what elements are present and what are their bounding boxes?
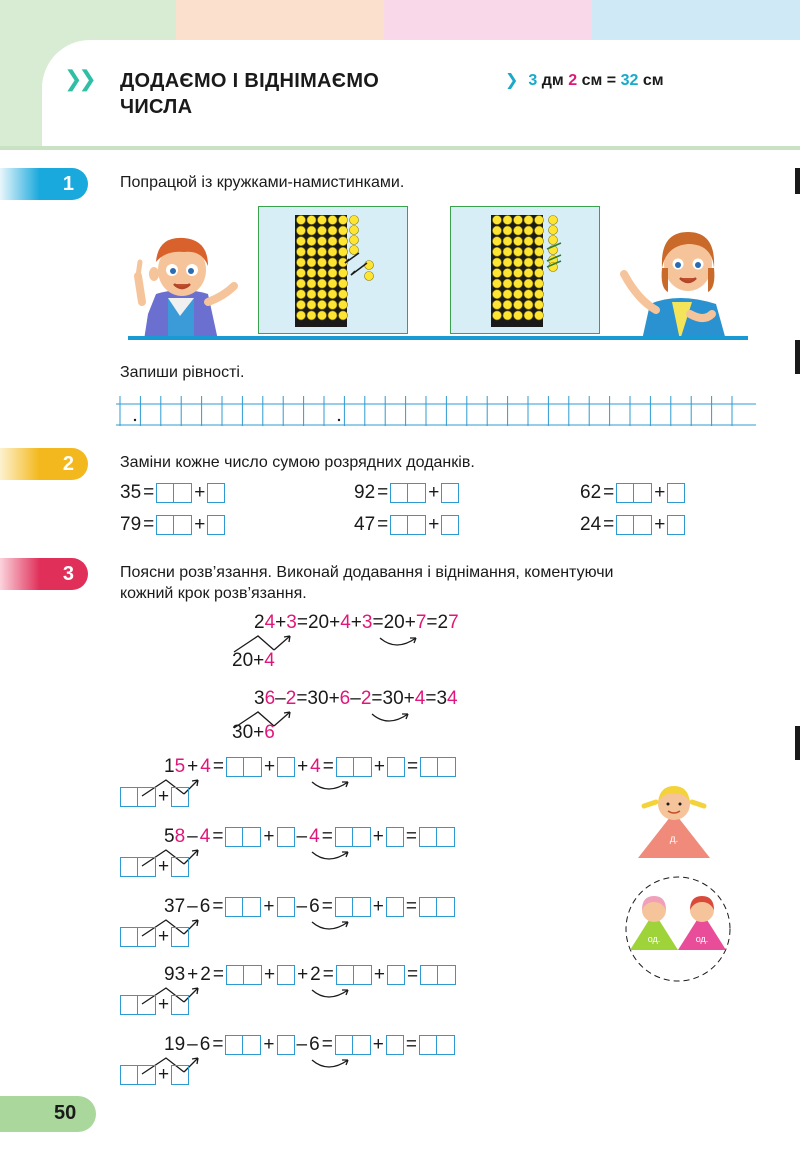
bead	[339, 290, 348, 299]
answer-box[interactable]	[336, 757, 354, 777]
exercise-row: 1 9 – 6 = + – 6 = + =	[164, 1034, 455, 1056]
place-value-item: 92 = +	[354, 482, 459, 504]
number: 79	[120, 514, 142, 535]
answer-box[interactable]	[171, 787, 189, 807]
answer-box[interactable]	[353, 897, 371, 917]
topic-equation: ❯ 3 дм 2 см = 32 см	[505, 72, 664, 89]
answer-box[interactable]	[120, 857, 138, 877]
answer-box[interactable]	[138, 787, 156, 807]
bead	[524, 279, 533, 288]
edge-mark	[795, 726, 800, 760]
bead	[350, 226, 359, 235]
answer-box[interactable]	[634, 483, 652, 503]
bead	[535, 226, 544, 235]
bead	[524, 269, 533, 278]
bead	[524, 311, 533, 320]
bead	[514, 269, 523, 278]
bead	[297, 290, 306, 299]
answer-box[interactable]	[616, 483, 634, 503]
bead	[328, 269, 337, 278]
bead	[514, 247, 523, 256]
bead-frame-1	[258, 206, 408, 334]
answer-box[interactable]	[138, 857, 156, 877]
answer-box[interactable]	[441, 483, 459, 503]
page-number: 50	[54, 1102, 77, 1124]
bead	[524, 226, 533, 235]
bead	[503, 300, 512, 309]
bead	[328, 247, 337, 256]
number: 62	[580, 482, 602, 503]
bead	[514, 216, 523, 225]
bead	[493, 290, 502, 299]
header-strip-pink	[384, 0, 592, 40]
place-value-item: 79 = +	[120, 514, 225, 536]
bead	[318, 216, 327, 225]
bead	[297, 269, 306, 278]
bead	[503, 290, 512, 299]
example-2: 36–2=30+6–2=30+4=34	[254, 688, 458, 709]
answer-box[interactable]	[667, 483, 685, 503]
bead	[549, 226, 558, 235]
answer-box[interactable]	[390, 515, 408, 535]
example-2-split-arrows	[230, 706, 530, 730]
bead	[297, 247, 306, 256]
bead	[307, 290, 316, 299]
bead	[328, 226, 337, 235]
bead	[524, 290, 533, 299]
bead	[535, 247, 544, 256]
bead	[503, 258, 512, 267]
answer-box[interactable]	[226, 757, 244, 777]
bead	[503, 226, 512, 235]
bead	[318, 279, 327, 288]
task-3-instruction: Поясни розв’язання. Виконай додавання і віднімання, коментуючи кожний крок розв’язання.	[120, 564, 614, 602]
number: 24	[580, 514, 602, 535]
bead	[328, 258, 337, 267]
answer-box[interactable]	[225, 827, 243, 847]
bead	[524, 300, 533, 309]
bead	[514, 258, 523, 267]
bead	[493, 269, 502, 278]
decomposition-row: +	[120, 994, 189, 1016]
answer-box[interactable]	[420, 965, 438, 985]
answer-box[interactable]	[138, 927, 156, 947]
bead	[549, 236, 558, 245]
edge-mark	[795, 168, 800, 194]
bead	[535, 216, 544, 225]
answer-box[interactable]	[387, 757, 405, 777]
bead	[318, 269, 327, 278]
bead	[339, 226, 348, 235]
answer-box[interactable]	[420, 757, 438, 777]
answer-box[interactable]	[408, 515, 426, 535]
bead	[535, 290, 544, 299]
bead	[307, 279, 316, 288]
answer-box[interactable]	[138, 995, 156, 1015]
answer-box[interactable]	[120, 995, 138, 1015]
number: 47	[354, 514, 376, 535]
header-strip-peach	[176, 0, 384, 40]
bead	[503, 216, 512, 225]
bead	[297, 300, 306, 309]
answer-box[interactable]	[243, 897, 261, 917]
page-number-band	[0, 1096, 96, 1132]
answer-box[interactable]	[408, 483, 426, 503]
bead	[328, 216, 337, 225]
bead	[350, 216, 359, 225]
decomposition-row: +	[120, 1064, 189, 1086]
answer-box[interactable]	[171, 857, 189, 877]
bead	[493, 258, 502, 267]
bead	[297, 279, 306, 288]
bead	[524, 247, 533, 256]
bead	[365, 261, 374, 270]
answer-box[interactable]	[419, 1035, 437, 1055]
bead	[535, 237, 544, 246]
bead	[307, 226, 316, 235]
bead	[297, 226, 306, 235]
bead	[318, 290, 327, 299]
exercise-row: 5 8 – 4 = + – 4 = + =	[164, 826, 455, 848]
answer-box[interactable]	[437, 897, 455, 917]
answer-box[interactable]	[171, 995, 189, 1015]
bead	[493, 311, 502, 320]
answer-box[interactable]	[244, 757, 262, 777]
bead	[307, 247, 316, 256]
bead	[503, 247, 512, 256]
floor-line	[128, 336, 748, 340]
ones-label-1: од.	[647, 934, 661, 944]
bead	[318, 300, 327, 309]
bead	[535, 269, 544, 278]
bead	[493, 226, 502, 235]
answer-box[interactable]	[138, 1065, 156, 1085]
answer-box[interactable]	[386, 1035, 404, 1055]
task-3-tab: 3	[0, 558, 88, 590]
bead	[307, 311, 316, 320]
answer-box[interactable]	[335, 827, 353, 847]
bead-frame-2	[450, 206, 600, 334]
answer-box[interactable]	[174, 515, 192, 535]
task-1-tab: 1	[0, 168, 88, 200]
bead	[503, 279, 512, 288]
bead	[297, 258, 306, 267]
answer-box[interactable]	[419, 897, 437, 917]
bead	[535, 279, 544, 288]
bead	[503, 269, 512, 278]
bead	[328, 311, 337, 320]
bead	[328, 300, 337, 309]
bead	[297, 216, 306, 225]
answer-box[interactable]	[616, 515, 634, 535]
place-value-item: 62 = +	[580, 482, 685, 504]
header-strip-green	[0, 0, 176, 40]
bead	[514, 300, 523, 309]
answer-box[interactable]	[438, 757, 456, 777]
bead	[307, 216, 316, 225]
number: 92	[354, 482, 376, 503]
bead	[318, 258, 327, 267]
bead	[514, 290, 523, 299]
bead	[297, 237, 306, 246]
answer-box[interactable]	[667, 515, 685, 535]
chevron-right-icon: ❯	[505, 72, 519, 89]
answer-box[interactable]	[174, 483, 192, 503]
bead	[503, 311, 512, 320]
task-2-tab: 2	[0, 448, 88, 480]
answer-grid[interactable]	[116, 396, 756, 426]
answer-box[interactable]	[120, 927, 138, 947]
bead	[297, 311, 306, 320]
answer-box[interactable]	[277, 897, 295, 917]
answer-box[interactable]	[156, 515, 174, 535]
bead	[339, 247, 348, 256]
answer-box[interactable]	[335, 897, 353, 917]
answer-box[interactable]	[386, 897, 404, 917]
answer-box[interactable]	[336, 965, 354, 985]
task-2-instruction: Заміни кожне число сумою розрядних доданків.	[120, 454, 475, 471]
bead	[350, 246, 359, 255]
bead	[339, 269, 348, 278]
bead	[524, 258, 533, 267]
double-chevron-icon: ❯❯	[64, 66, 93, 91]
bead	[350, 236, 359, 245]
answer-box[interactable]	[353, 827, 371, 847]
ones-figures	[620, 874, 736, 984]
exercise-row: 3 7 – 6 = + – 6 = + =	[164, 896, 455, 918]
answer-box[interactable]	[171, 1065, 189, 1085]
place-value-item: 47 = +	[354, 514, 459, 536]
bead	[318, 226, 327, 235]
bead	[524, 237, 533, 246]
answer-box[interactable]	[441, 515, 459, 535]
answer-box[interactable]	[120, 1065, 138, 1085]
place-value-item: 24 = +	[580, 514, 685, 536]
answer-box[interactable]	[634, 515, 652, 535]
page-title: ДОДАЄМО І ВІДНІМАЄМО ЧИСЛА	[120, 70, 380, 118]
answer-box[interactable]	[120, 787, 138, 807]
answer-box[interactable]	[244, 965, 262, 985]
example-1-split-arrows	[230, 630, 530, 654]
answer-box[interactable]	[419, 827, 437, 847]
tens-figure	[632, 782, 716, 860]
bead	[493, 237, 502, 246]
bead	[514, 226, 523, 235]
bead	[339, 279, 348, 288]
example-1: 24+3=20+4+3=20+7=27	[254, 612, 459, 633]
answer-box[interactable]	[171, 927, 189, 947]
bead	[339, 311, 348, 320]
task-1-write: Запиши рівності.	[120, 364, 245, 381]
answer-box[interactable]	[354, 757, 372, 777]
bead	[514, 311, 523, 320]
edge-mark	[795, 340, 800, 374]
answer-box[interactable]	[207, 483, 225, 503]
bead	[493, 279, 502, 288]
exercise-row: 9 3 + 2 = + + 2 = + =	[164, 964, 456, 986]
bead	[328, 290, 337, 299]
answer-box[interactable]	[226, 965, 244, 985]
exercise-row: 1 5 + 4 = + + 4 = + =	[164, 756, 456, 778]
bead	[493, 216, 502, 225]
boy-illustration	[128, 222, 240, 340]
answer-box[interactable]	[207, 515, 225, 535]
bead	[493, 247, 502, 256]
tens-label: д.	[669, 834, 679, 845]
bead	[514, 279, 523, 288]
bead	[307, 300, 316, 309]
bead	[318, 311, 327, 320]
bead	[365, 272, 374, 281]
bead	[339, 237, 348, 246]
place-value-item: 35 = +	[120, 482, 225, 504]
answer-box[interactable]	[335, 1035, 353, 1055]
number: 35	[120, 482, 142, 503]
answer-box[interactable]	[353, 1035, 371, 1055]
answer-box[interactable]	[277, 1035, 295, 1055]
answer-box[interactable]	[243, 1035, 261, 1055]
answer-box[interactable]	[437, 827, 455, 847]
decomposition-row: +	[120, 926, 189, 948]
bead	[318, 247, 327, 256]
girl-illustration	[620, 218, 740, 340]
header-divider	[0, 146, 800, 150]
bead	[524, 216, 533, 225]
answer-box[interactable]	[277, 757, 295, 777]
answer-box[interactable]	[277, 965, 295, 985]
bead	[493, 300, 502, 309]
answer-box[interactable]	[243, 827, 261, 847]
bead	[535, 300, 544, 309]
bead	[307, 269, 316, 278]
decomposition-row: +	[120, 786, 189, 808]
answer-box[interactable]	[386, 827, 404, 847]
task-1-instruction: Попрацюй із кружками-намистинками.	[120, 174, 405, 191]
example-1-decomposition: 20+4	[232, 650, 275, 671]
answer-box[interactable]	[225, 1035, 243, 1055]
bead	[328, 279, 337, 288]
bead	[318, 237, 327, 246]
bead	[307, 258, 316, 267]
answer-box[interactable]	[387, 965, 405, 985]
answer-box[interactable]	[225, 897, 243, 917]
bead	[535, 311, 544, 320]
bead	[514, 237, 523, 246]
answer-box[interactable]	[437, 1035, 455, 1055]
bead	[328, 237, 337, 246]
example-2-decomposition: 30+6	[232, 722, 275, 743]
answer-box[interactable]	[390, 483, 408, 503]
bead	[535, 258, 544, 267]
header-strip-blue	[592, 0, 800, 40]
bead	[339, 300, 348, 309]
bead	[339, 216, 348, 225]
answer-box[interactable]	[438, 965, 456, 985]
answer-box[interactable]	[354, 965, 372, 985]
bead	[503, 237, 512, 246]
bead	[307, 237, 316, 246]
answer-box[interactable]	[277, 827, 295, 847]
answer-box[interactable]	[156, 483, 174, 503]
ones-label-2: од.	[695, 934, 709, 944]
bead	[549, 216, 558, 225]
decomposition-row: +	[120, 856, 189, 878]
